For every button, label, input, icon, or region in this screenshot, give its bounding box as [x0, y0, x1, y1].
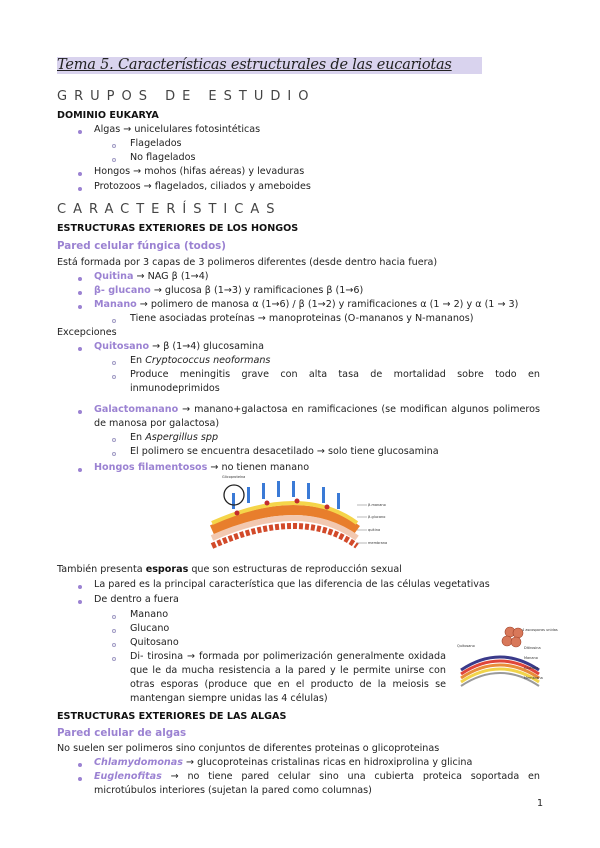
list-item: Tiene asociadas proteínas → manoproteinas (O-mananos y N-mananos)	[130, 313, 474, 324]
list-item: Algas → unicelulares fotosintéticas	[94, 124, 261, 135]
list-item-manano: Manano → polimero de manosa α (1→6) / β (1→2) y ramificaciones α (1 → 2) y α (1 → 3)	[94, 299, 519, 310]
excepciones-label: Excepciones	[57, 327, 117, 338]
list-item-chlamydomonas: Chlamydomonas → glucoproteinas cristalinas ricas en hidroxiprolina y glicina	[94, 757, 473, 768]
list-item: El polimero se encuentra desacetilado → solo tiene glucosamina	[130, 446, 439, 457]
list-item-euglenofitas: Euglenofitas → no tiene pared celular sino una cubierta proteica soportada en microtúbulos interiores (sujetan la pared como columnas)	[94, 771, 540, 796]
page-title: Tema 5. Características estructurales de las eucariotas	[57, 57, 482, 74]
pared-fungica-heading: Pared celular fúngica (todos)	[57, 240, 226, 252]
esporas-intro: También presenta esporas que son estructuras de reproducción sexual	[57, 564, 402, 575]
figure2-label: 4 ascosporas unidas	[522, 628, 558, 632]
list-item: Manano	[130, 609, 169, 620]
figure1-label: membrana	[368, 541, 388, 545]
list-item-quitina: Quitina → NAG β (1→4)	[94, 271, 209, 282]
list-item: En Aspergillus spp	[130, 432, 219, 443]
dominio-heading: DOMINIO EUKARYA	[57, 110, 159, 121]
section-heading-grupos: GRUPOS DE ESTUDIO	[57, 89, 316, 104]
list-item-ditirosina: Di- tirosina → formada por polimerización generalmente oxidada que le da mucha resistencia a la pared y le permite unirse con otras esporas (produce que en el producto de la meiosis se mantengan siempre unidas las 4 células)	[130, 651, 446, 704]
section-heading-caracteristicas: CARACTERÍSTICAS	[57, 202, 282, 217]
pared-intro: Está formada por 3 capas de 3 polimeros diferentes (desde dentro hacia fuera)	[57, 257, 438, 268]
figure2-label: Quitosano	[457, 644, 475, 648]
figure2-label: Manano	[524, 656, 538, 660]
list-item: Protozoos → flagelados, ciliados y ameboides	[94, 181, 311, 192]
page-number: 1	[537, 798, 544, 809]
figure2-label: Glucano	[524, 666, 539, 670]
list-item-glucano: β- glucano → glucosa β (1→3) y ramificaciones β (1→6)	[94, 285, 364, 296]
list-item-filamentosos: Hongos filamentosos → no tienen manano	[94, 462, 310, 473]
list-item: De dentro a fuera	[94, 594, 179, 605]
list-item: Glucano	[130, 623, 170, 634]
figure1-label: β-glucano	[368, 515, 386, 519]
pared-algas-heading: Pared celular de algas	[57, 727, 187, 739]
list-item-galactomanano: Galactomanano → manano+galactosa en ramificaciones (se modifican algunos polimeros de manosa por galactosa)	[94, 404, 540, 429]
list-item-quitosano: Quitosano → β (1→4) glucosamina	[94, 341, 264, 352]
list-item: Hongos → mohos (hifas aéreas) y levaduras	[94, 166, 305, 177]
list-item: Produce meningitis grave con alta tasa de mortalidad sobre todo en inmunodeprimidos	[130, 369, 540, 394]
figure1-label: Glicoproteína	[222, 475, 246, 479]
list-item: Quitosano	[130, 637, 179, 648]
list-item: No flagelados	[130, 152, 196, 163]
figure2-label: Ditirosina	[524, 646, 541, 650]
hongos-heading: ESTRUCTURAS EXTERIORES DE LOS HONGOS	[57, 223, 299, 234]
algas-heading: ESTRUCTURAS EXTERIORES DE LAS ALGAS	[57, 711, 287, 722]
figure1-label: β-manano	[368, 503, 386, 507]
figure2-label: Membrana	[524, 676, 543, 680]
figure1-label: quitina	[368, 528, 381, 532]
list-item: Flagelados	[130, 138, 182, 149]
algas-intro: No suelen ser polimeros sino conjuntos de diferentes proteinas o glicoproteinas	[57, 743, 440, 754]
list-item: En Cryptococcus neoformans	[130, 355, 271, 366]
list-item: La pared es la principal característica que las diferencia de las células vegetativas	[94, 579, 490, 590]
